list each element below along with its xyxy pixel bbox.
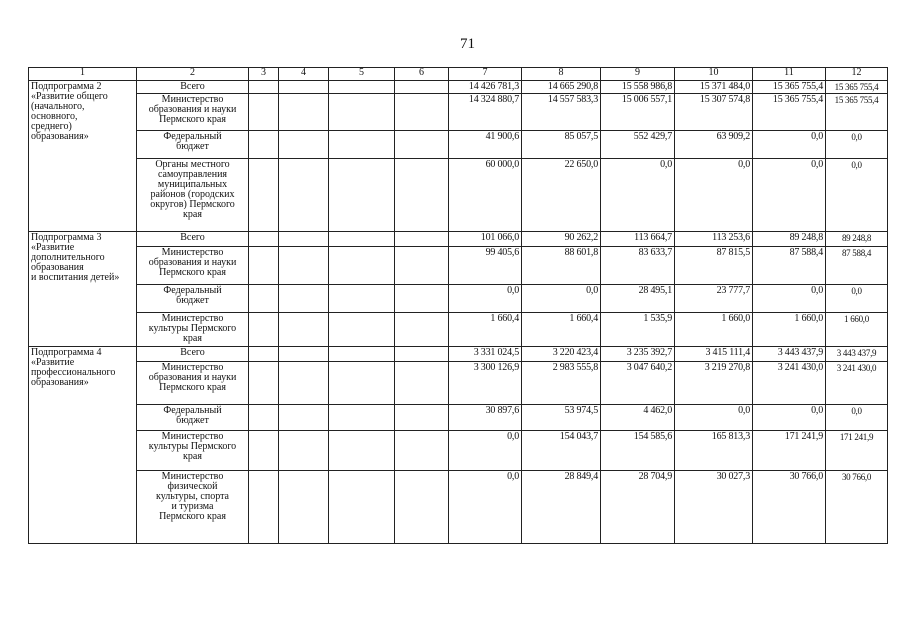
empty-cell [279, 81, 329, 94]
empty-cell [279, 285, 329, 313]
value-cell: 1 535,9 [601, 313, 675, 347]
value-cell: 15 371 484,0 [675, 81, 753, 94]
table-row [29, 94, 888, 131]
value-cell: 3 220 423,4 [522, 347, 601, 362]
column-header: 2 [137, 68, 249, 81]
empty-cell [249, 285, 279, 313]
value-cell: 15 365 755,4 [753, 81, 826, 94]
value-cell: 63 909,2 [675, 131, 753, 159]
table-row [29, 313, 888, 347]
value-cell: 4 462,0 [601, 405, 675, 431]
empty-cell [329, 159, 395, 232]
value-cell: 0,0 [449, 471, 522, 544]
value-cell: 88 601,8 [522, 247, 601, 285]
empty-cell [329, 313, 395, 347]
funding-source: Всего [137, 347, 249, 362]
value-cell: 41 900,6 [449, 131, 522, 159]
empty-cell [329, 362, 395, 405]
column-header: 11 [753, 68, 826, 81]
empty-cell [249, 159, 279, 232]
value-cell: 89 248,8 [753, 232, 826, 247]
empty-cell [329, 94, 395, 131]
empty-cell [395, 362, 449, 405]
column-header: 7 [449, 68, 522, 81]
table-row [29, 405, 888, 431]
value-cell: 87 815,5 [675, 247, 753, 285]
funding-source: Всего [137, 232, 249, 247]
budget-table [28, 67, 888, 544]
value-cell: 53 974,5 [522, 405, 601, 431]
funding-source: Федеральный бюджет [137, 285, 249, 313]
empty-cell [249, 362, 279, 405]
value-cell: 1 660,4 [522, 313, 601, 347]
value-cell: 15 365 755,4 [826, 81, 888, 94]
value-cell: 0,0 [675, 159, 753, 232]
value-cell: 0,0 [601, 159, 675, 232]
empty-cell [395, 94, 449, 131]
value-cell: 3 241 430,0 [753, 362, 826, 405]
table-row [29, 131, 888, 159]
column-header: 6 [395, 68, 449, 81]
value-cell: 154 043,7 [522, 431, 601, 471]
empty-cell [395, 431, 449, 471]
value-cell: 85 057,5 [522, 131, 601, 159]
empty-cell [329, 285, 395, 313]
empty-cell [329, 471, 395, 544]
value-cell: 87 588,4 [826, 247, 888, 285]
column-header: 9 [601, 68, 675, 81]
empty-cell [249, 405, 279, 431]
value-cell: 60 000,0 [449, 159, 522, 232]
value-cell: 113 253,6 [675, 232, 753, 247]
value-cell: 0,0 [753, 405, 826, 431]
value-cell: 15 365 755,4 [753, 94, 826, 131]
empty-cell [249, 347, 279, 362]
table-row [29, 347, 888, 362]
value-cell: 171 241,9 [826, 431, 888, 471]
value-cell: 0,0 [675, 405, 753, 431]
funding-source: Министерство образования и науки Пермского края [137, 94, 249, 131]
value-cell: 552 429,7 [601, 131, 675, 159]
funding-source: Министерство культуры Пермского края [137, 313, 249, 347]
value-cell: 101 066,0 [449, 232, 522, 247]
value-cell: 3 300 126,9 [449, 362, 522, 405]
value-cell: 2 983 555,8 [522, 362, 601, 405]
empty-cell [395, 347, 449, 362]
value-cell: 14 557 583,3 [522, 94, 601, 131]
value-cell: 15 558 986,8 [601, 81, 675, 94]
value-cell: 14 426 781,3 [449, 81, 522, 94]
subprogram-title: Подпрограмма 2 «Развитие общего (начального, основного, среднего) образования» [29, 81, 137, 232]
value-cell: 3 443 437,9 [826, 347, 888, 362]
column-header: 1 [29, 68, 137, 81]
empty-cell [279, 347, 329, 362]
value-cell: 1 660,0 [675, 313, 753, 347]
column-header: 5 [329, 68, 395, 81]
empty-cell [395, 471, 449, 544]
column-header: 3 [249, 68, 279, 81]
value-cell: 3 443 437,9 [753, 347, 826, 362]
table-row [29, 159, 888, 232]
empty-cell [279, 159, 329, 232]
empty-cell [279, 232, 329, 247]
empty-cell [249, 131, 279, 159]
value-cell: 1 660,0 [753, 313, 826, 347]
value-cell: 30 766,0 [753, 471, 826, 544]
funding-source: Министерство культуры Пермского края [137, 431, 249, 471]
empty-cell [279, 313, 329, 347]
value-cell: 171 241,9 [753, 431, 826, 471]
value-cell: 0,0 [522, 285, 601, 313]
value-cell: 0,0 [753, 131, 826, 159]
empty-cell [395, 232, 449, 247]
table-row [29, 362, 888, 405]
empty-cell [395, 159, 449, 232]
header-row [29, 68, 888, 81]
funding-source: Министерство образования и науки Пермского края [137, 247, 249, 285]
empty-cell [279, 362, 329, 405]
funding-source: Министерство образования и науки Пермского края [137, 362, 249, 405]
table-row [29, 471, 888, 544]
value-cell: 1 660,4 [449, 313, 522, 347]
column-header: 10 [675, 68, 753, 81]
empty-cell [329, 81, 395, 94]
value-cell: 28 704,9 [601, 471, 675, 544]
empty-cell [279, 471, 329, 544]
empty-cell [395, 81, 449, 94]
empty-cell [395, 313, 449, 347]
value-cell: 154 585,6 [601, 431, 675, 471]
funding-source: Федеральный бюджет [137, 405, 249, 431]
empty-cell [279, 94, 329, 131]
value-cell: 89 248,8 [826, 232, 888, 247]
value-cell: 0,0 [826, 405, 888, 431]
funding-source: Министерство физической культуры, спорта и туризма Пермского края [137, 471, 249, 544]
value-cell: 28 495,1 [601, 285, 675, 313]
empty-cell [395, 131, 449, 159]
value-cell: 30 027,3 [675, 471, 753, 544]
empty-cell [279, 131, 329, 159]
value-cell: 0,0 [753, 159, 826, 232]
empty-cell [249, 81, 279, 94]
value-cell: 0,0 [753, 285, 826, 313]
value-cell: 3 415 111,4 [675, 347, 753, 362]
empty-cell [329, 232, 395, 247]
funding-source: Органы местного самоуправления муниципальных районов (городских округов) Пермского края [137, 159, 249, 232]
table-row [29, 232, 888, 247]
value-cell: 30 897,6 [449, 405, 522, 431]
value-cell: 30 766,0 [826, 471, 888, 544]
table-row [29, 81, 888, 94]
empty-cell [249, 232, 279, 247]
value-cell: 15 365 755,4 [826, 94, 888, 131]
value-cell: 23 777,7 [675, 285, 753, 313]
column-header: 8 [522, 68, 601, 81]
empty-cell [279, 247, 329, 285]
value-cell: 28 849,4 [522, 471, 601, 544]
value-cell: 3 047 640,2 [601, 362, 675, 405]
empty-cell [395, 285, 449, 313]
empty-cell [329, 347, 395, 362]
empty-cell [395, 247, 449, 285]
value-cell: 90 262,2 [522, 232, 601, 247]
column-header: 4 [279, 68, 329, 81]
value-cell: 14 665 290,8 [522, 81, 601, 94]
subprogram-title: Подпрограмма 4 «Развитие профессионального образования» [29, 347, 137, 544]
value-cell: 3 219 270,8 [675, 362, 753, 405]
table-row [29, 431, 888, 471]
empty-cell [329, 431, 395, 471]
empty-cell [249, 94, 279, 131]
empty-cell [249, 431, 279, 471]
value-cell: 22 650,0 [522, 159, 601, 232]
value-cell: 15 006 557,1 [601, 94, 675, 131]
value-cell: 3 241 430,0 [826, 362, 888, 405]
table-row [29, 285, 888, 313]
value-cell: 99 405,6 [449, 247, 522, 285]
value-cell: 0,0 [449, 431, 522, 471]
subprogram-title: Подпрограмма 3 «Развитие дополнительного образования и воспитания детей» [29, 232, 137, 347]
value-cell: 3 235 392,7 [601, 347, 675, 362]
empty-cell [329, 247, 395, 285]
value-cell: 1 660,0 [826, 313, 888, 347]
value-cell: 14 324 880,7 [449, 94, 522, 131]
table-row [29, 247, 888, 285]
value-cell: 3 331 024,5 [449, 347, 522, 362]
value-cell: 15 307 574,8 [675, 94, 753, 131]
empty-cell [279, 431, 329, 471]
value-cell: 0,0 [826, 159, 888, 232]
funding-source: Федеральный бюджет [137, 131, 249, 159]
funding-source: Всего [137, 81, 249, 94]
empty-cell [279, 405, 329, 431]
empty-cell [329, 405, 395, 431]
empty-cell [329, 131, 395, 159]
value-cell: 0,0 [826, 131, 888, 159]
value-cell: 113 664,7 [601, 232, 675, 247]
empty-cell [249, 471, 279, 544]
page-number: 71 [460, 36, 475, 52]
value-cell: 0,0 [826, 285, 888, 313]
empty-cell [249, 313, 279, 347]
column-header: 12 [826, 68, 888, 81]
empty-cell [395, 405, 449, 431]
empty-cell [249, 247, 279, 285]
value-cell: 165 813,3 [675, 431, 753, 471]
value-cell: 83 633,7 [601, 247, 675, 285]
value-cell: 0,0 [449, 285, 522, 313]
value-cell: 87 588,4 [753, 247, 826, 285]
